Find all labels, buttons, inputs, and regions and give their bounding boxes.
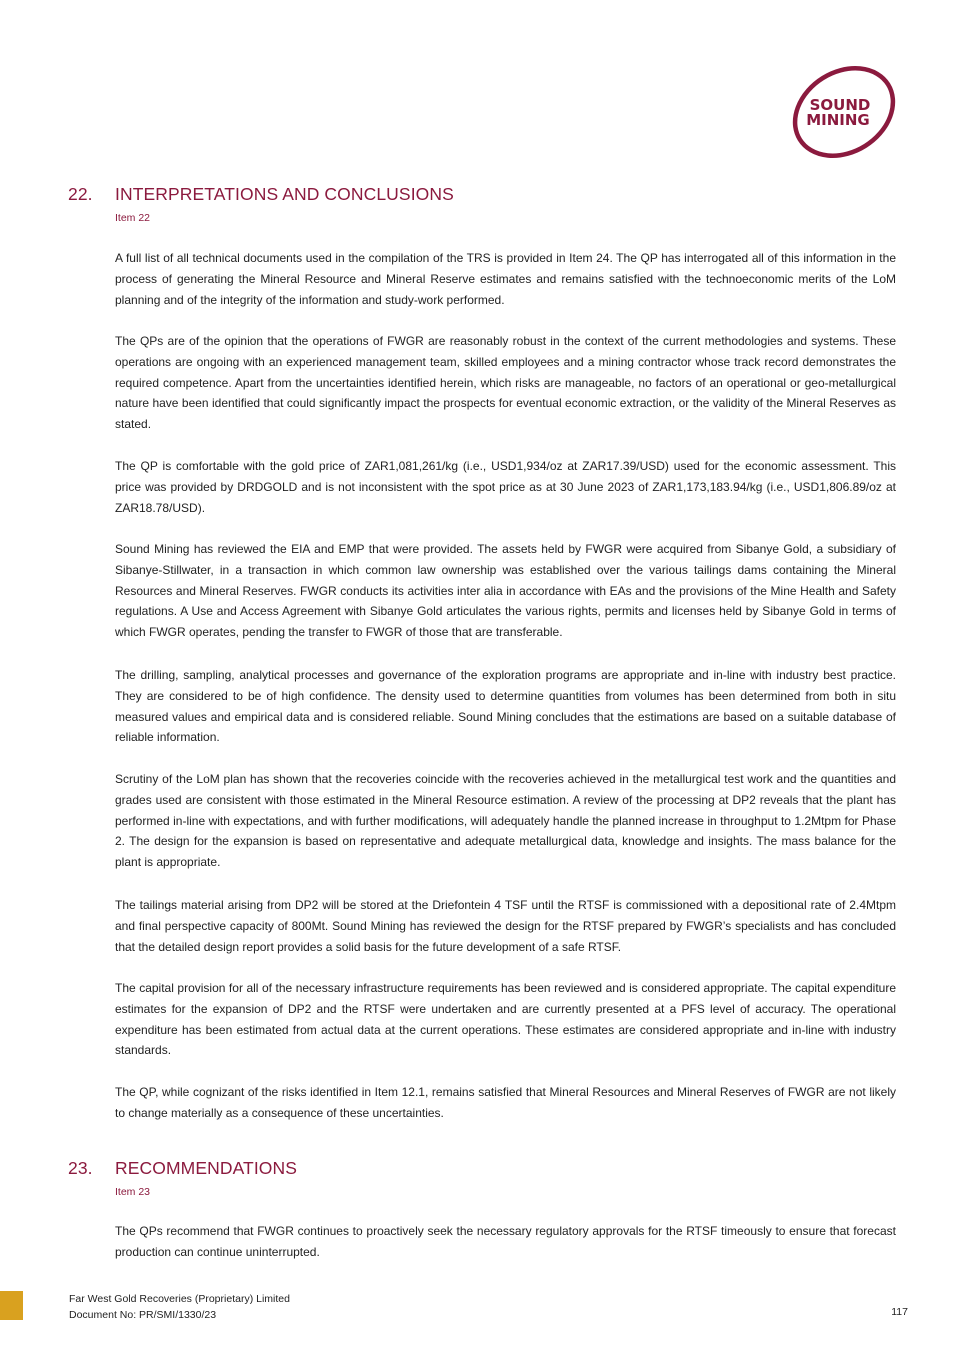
- paragraph: The capital provision for all of the necessary infrastructure requirements has been reviewed and is considered appropriate. The capital expenditure estimates for the expansion of DP2 and the RTSF were undertaken and are currently presented at a PFS level of accuracy. The operational expenditure has been estimated from actual data at the current operations. These estimates are considered appropriate and in-line with industry standards.: [115, 981, 896, 1058]
- footer-info: [69, 1291, 290, 1323]
- paragraph: The QPs recommend that FWGR continues to proactively seek the necessary regulatory approvals for the RTSF timeously to ensure that forecast production can continue uninterrupted.: [115, 1224, 896, 1259]
- paragraph: The drilling, sampling, analytical processes and governance of the exploration programs are appropriate and in-line with industry best practice. They are considered to be of high confidence. The density used to determine quantities from volumes has been determined from both in situ measured values and empirical data and is considered reliable. Sound Mining concludes that the estimations are based on a suitable database of reliable information.: [115, 668, 896, 745]
- paragraph: Sound Mining has reviewed the EIA and EMP that were provided. The assets held by FWGR were acquired from Sibanye Gold, a subsidiary of Sibanye-Stillwater, in a transaction in which common law ownership was established over the various tailings dams containing the Mineral Resources and Mineral Reserves. FWGR conducts its activities inter alia in accordance with EAs and the provisions of the Mine Health and Safety regulations. A Use and Access Agreement with Sibanye Gold articulates the various rights, permits and licenses held by Sibanye Gold in terms of which FWGR operates, pending the transfer to FWGR of those that are transferable.: [115, 542, 896, 640]
- sound-mining-logo: [784, 66, 902, 158]
- section-title: RECOMMENDATIONS: [115, 1158, 298, 1178]
- footer-company: Far West Gold Recoveries (Proprietary) Limited: [69, 1293, 290, 1305]
- paragraph: The QPs are of the opinion that the operations of FWGR are reasonably robust in the context of the current methodologies and systems. These operations are ongoing with an experienced management team, skilled employees and a mining contractor whose track record demonstrates the required competence. Apart from the uncertainties identified herein, which risks are manageable, no factors of an operational or geo-metallurgical nature have been identified that could significantly impact the prospects for eventual economic extraction, or the validity of the Mineral Reserves as stated.: [115, 334, 896, 432]
- paragraph: The QP is comfortable with the gold price of ZAR1,081,261/kg (i.e., USD1,934/oz at ZAR17.39/USD) used for the economic assessment. This price was provided by DRDGOLD and is not inconsistent with the spot price as at 30 June 2023 of ZAR1,173,183.94/kg (i.e., USD1,806.89/oz at ZAR18.78/USD).: [115, 459, 896, 515]
- paragraph: The QP, while cognizant of the risks identified in Item 12.1, remains satisfied that Mineral Resources and Mineral Reserves of FWGR are not likely to change materially as a consequence of these uncertainties.: [115, 1085, 896, 1120]
- paragraph: Scrutiny of the LoM plan has shown that the recoveries coincide with the recoveries achieved in the metallurgical test work and the quantities and grades used are consistent with those estimated in the Mineral Resource estimation. A review of the processing at DP2 reveals that the plant has performed in-line with expectations, and with further modifications, will adequately handle the planned increase in throughput to 1.2Mtpm for Phase 2. The design for the expansion is based on representative and adequate metallurgical data, knowledge and insights. The mass balance for the plant is appropriate.: [115, 772, 896, 870]
- logo-line1: SOUND: [809, 96, 871, 114]
- section-number: 22.: [68, 184, 93, 204]
- section-number: 23.: [68, 1158, 93, 1178]
- item-reference: Item 22: [115, 212, 151, 224]
- footer-accent-bar: [0, 1291, 23, 1320]
- item-reference: Item 23: [115, 1186, 151, 1198]
- page-number: 117: [891, 1306, 908, 1318]
- paragraph: A full list of all technical documents used in the compilation of the TRS is provided in Item 24. The QP has interrogated all of this information in the process of generating the Mineral Resource and Mineral Reserve estimates and remains satisfied with the technoeconomic merits of the LoM planning and of the integrity of the information and study-work performed.: [115, 251, 896, 307]
- paragraph: The tailings material arising from DP2 will be stored at the Driefontein 4 TSF until the RTSF is commissioned with a depositional rate of 2.4Mtpm and final perspective capacity of 800Mt. Sound Mining has reviewed the design for the RTSF prepared by FWGR’s specialists and has concluded that the detailed design report provides a solid basis for the future development of a safe RTSF.: [115, 898, 896, 954]
- footer-document-number: Document No: PR/SMI/1330/23: [69, 1309, 217, 1321]
- logo-line2: MINING: [806, 111, 870, 129]
- section-title: INTERPRETATIONS AND CONCLUSIONS: [115, 184, 454, 204]
